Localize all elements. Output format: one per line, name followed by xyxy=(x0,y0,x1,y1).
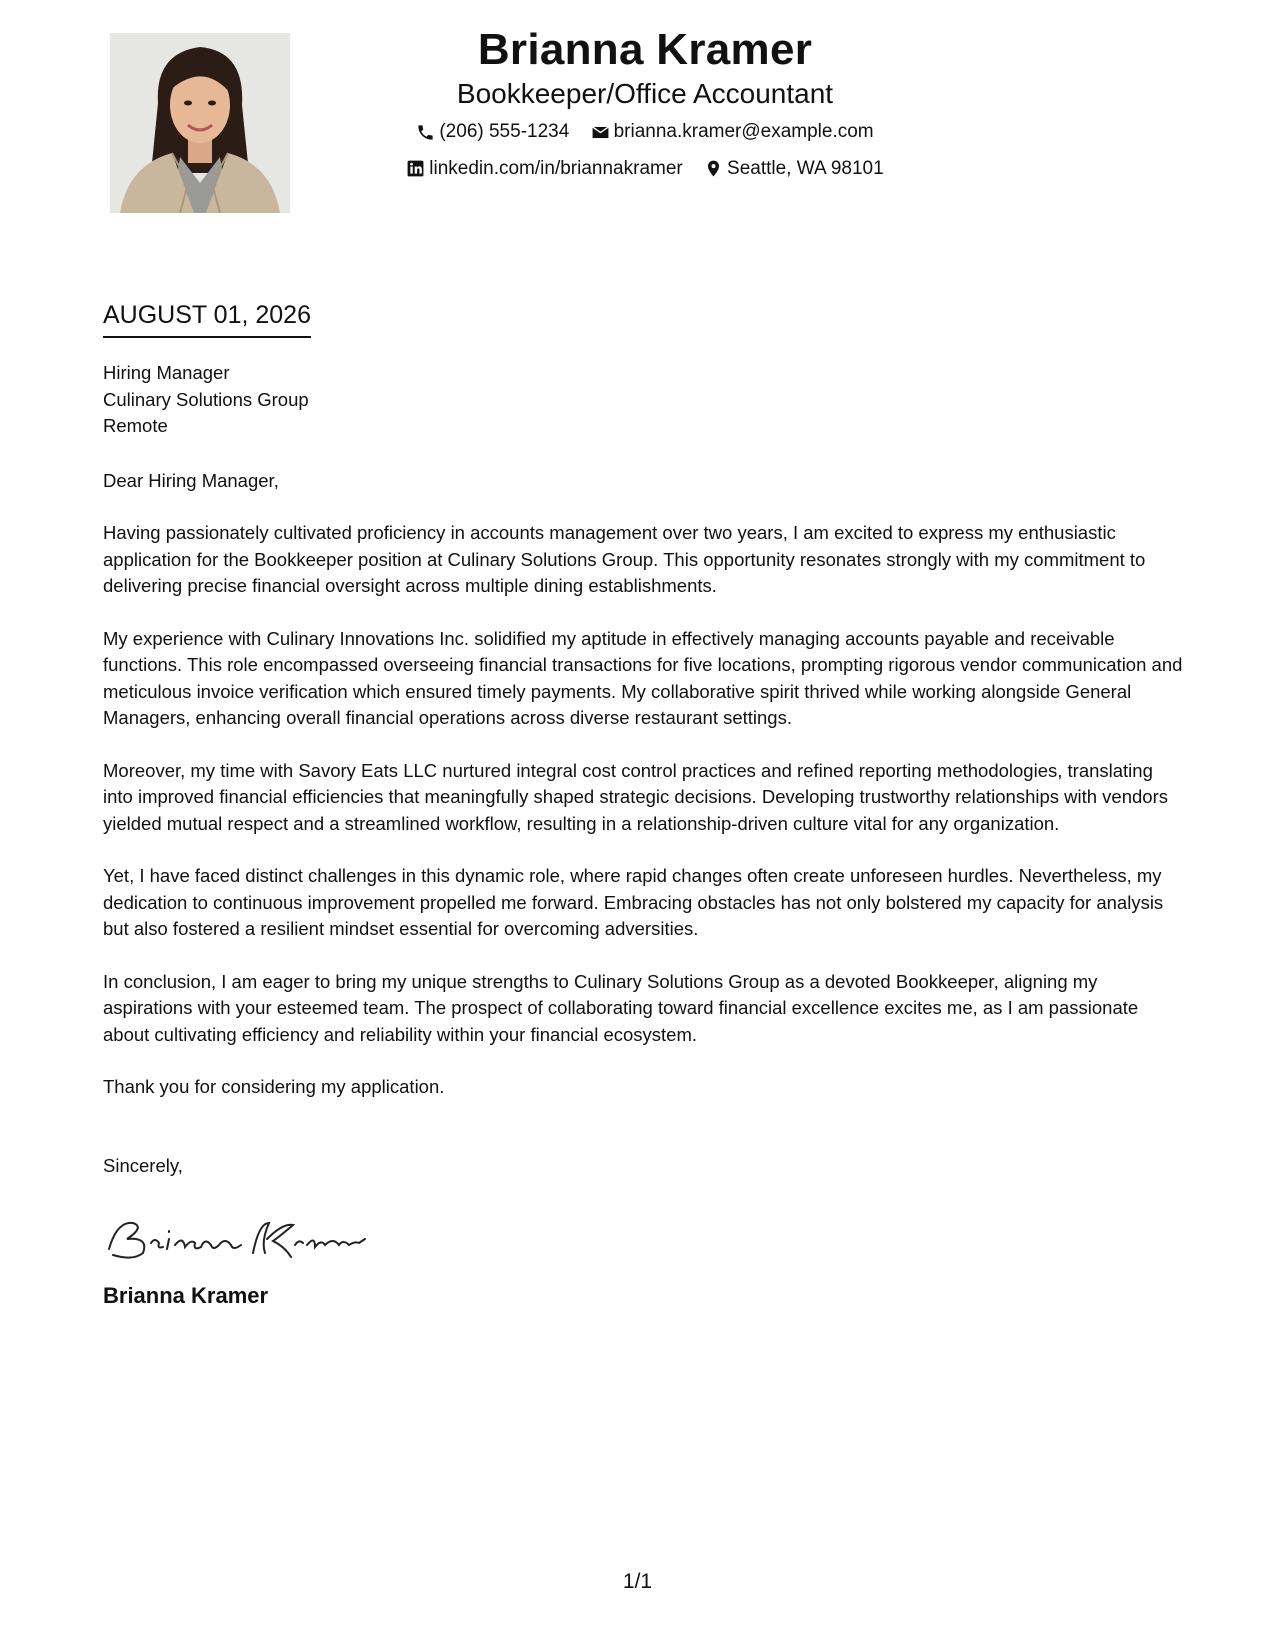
job-title: Bookkeeper/Office Accountant xyxy=(456,78,834,109)
paragraph-3: Moreover, my time with Savory Eats LLC nurtured integral cost control practices and refined reporting methodologies, translating into improved financial efficiencies that meaningfully shaped strategic decisions. Developing trustworthy relationships with vendors yielded mutual respect and a streamlined workflow, resulting in a relationship-driven culture vital for any organization. xyxy=(103,759,1168,834)
signer-name: Brianna Kramer xyxy=(103,1283,269,1308)
email-contact xyxy=(591,116,874,148)
letter-body xyxy=(103,298,1183,1310)
applicant-name: Brianna Kramer xyxy=(477,25,813,74)
salutation: Dear Hiring Manager, xyxy=(103,469,279,491)
paragraph-4: Yet, I have faced distinct challenges in this dynamic role, where rapid changes often create unforeseen hurdles. Nevertheless, my dedication to continuous improvement propelled me forward. Embracing obstacles has not only bolstered my capacity for analysis but also fostered a resilient mindset essential for overcoming adversities. xyxy=(103,865,1164,939)
linkedin-contact xyxy=(406,153,682,185)
recipient-location: Remote xyxy=(103,415,168,436)
location-text: Seattle, WA 98101 xyxy=(727,157,884,179)
handwritten-signature xyxy=(103,1209,1183,1269)
closing: Sincerely, xyxy=(103,1154,183,1176)
paragraph-1: Having passionately cultivated proficiency in accounts management over two years, I am excited to express my enthusiastic application for the Bookkeeper position at Culinary Solutions Group. This opportunity resonates strongly with my commitment to delivering precise financial oversight across multiple dining establishments. xyxy=(103,522,1146,596)
profile-photo xyxy=(110,33,290,213)
contact-line-1 xyxy=(300,116,990,153)
linkedin-url[interactable]: linkedin.com/in/briannakramer xyxy=(429,157,683,179)
page-number: 1/1 xyxy=(622,1570,653,1593)
contact-line-2 xyxy=(300,153,990,190)
recipient-company: Culinary Solutions Group xyxy=(103,388,309,410)
recipient-block xyxy=(103,360,1183,440)
email-address[interactable]: brianna.kramer@example.com xyxy=(613,121,874,142)
recipient-name: Hiring Manager xyxy=(103,362,230,383)
paragraph-5: In conclusion, I am eager to bring my unique strengths to Culinary Solutions Group as a devoted Bookkeeper, aligning my aspirations with your esteemed team. The prospect of collaborating toward financial excellence excites me, as I am passionate about cultivating efficiency and reliability within your financial ecosystem. xyxy=(103,970,1139,1045)
paragraph-thanks: Thank you for considering my application. xyxy=(103,1076,445,1097)
phone-icon xyxy=(416,123,435,142)
phone-number: (206) 555-1234 xyxy=(439,121,570,142)
location-contact xyxy=(704,153,884,185)
paragraph-2: My experience with Culinary Innovations Inc. solidified my aptitude in effectively managing accounts payable and receivable functions. This role encompassed overseeing financial transactions for five locations, prompting rigorous vendor communication and meticulous invoice verification which ensured timely payments. My collaborative spirit thrived while working alongside General Managers, enhancing overall financial operations across diverse restaurant settings. xyxy=(103,627,1183,728)
phone-contact xyxy=(416,116,569,148)
envelope-icon xyxy=(591,123,610,142)
linkedin-icon xyxy=(406,159,425,178)
map-pin-icon xyxy=(704,159,723,178)
letter-date: AUGUST 01, 2026 xyxy=(103,298,311,338)
resume-header xyxy=(300,22,990,189)
